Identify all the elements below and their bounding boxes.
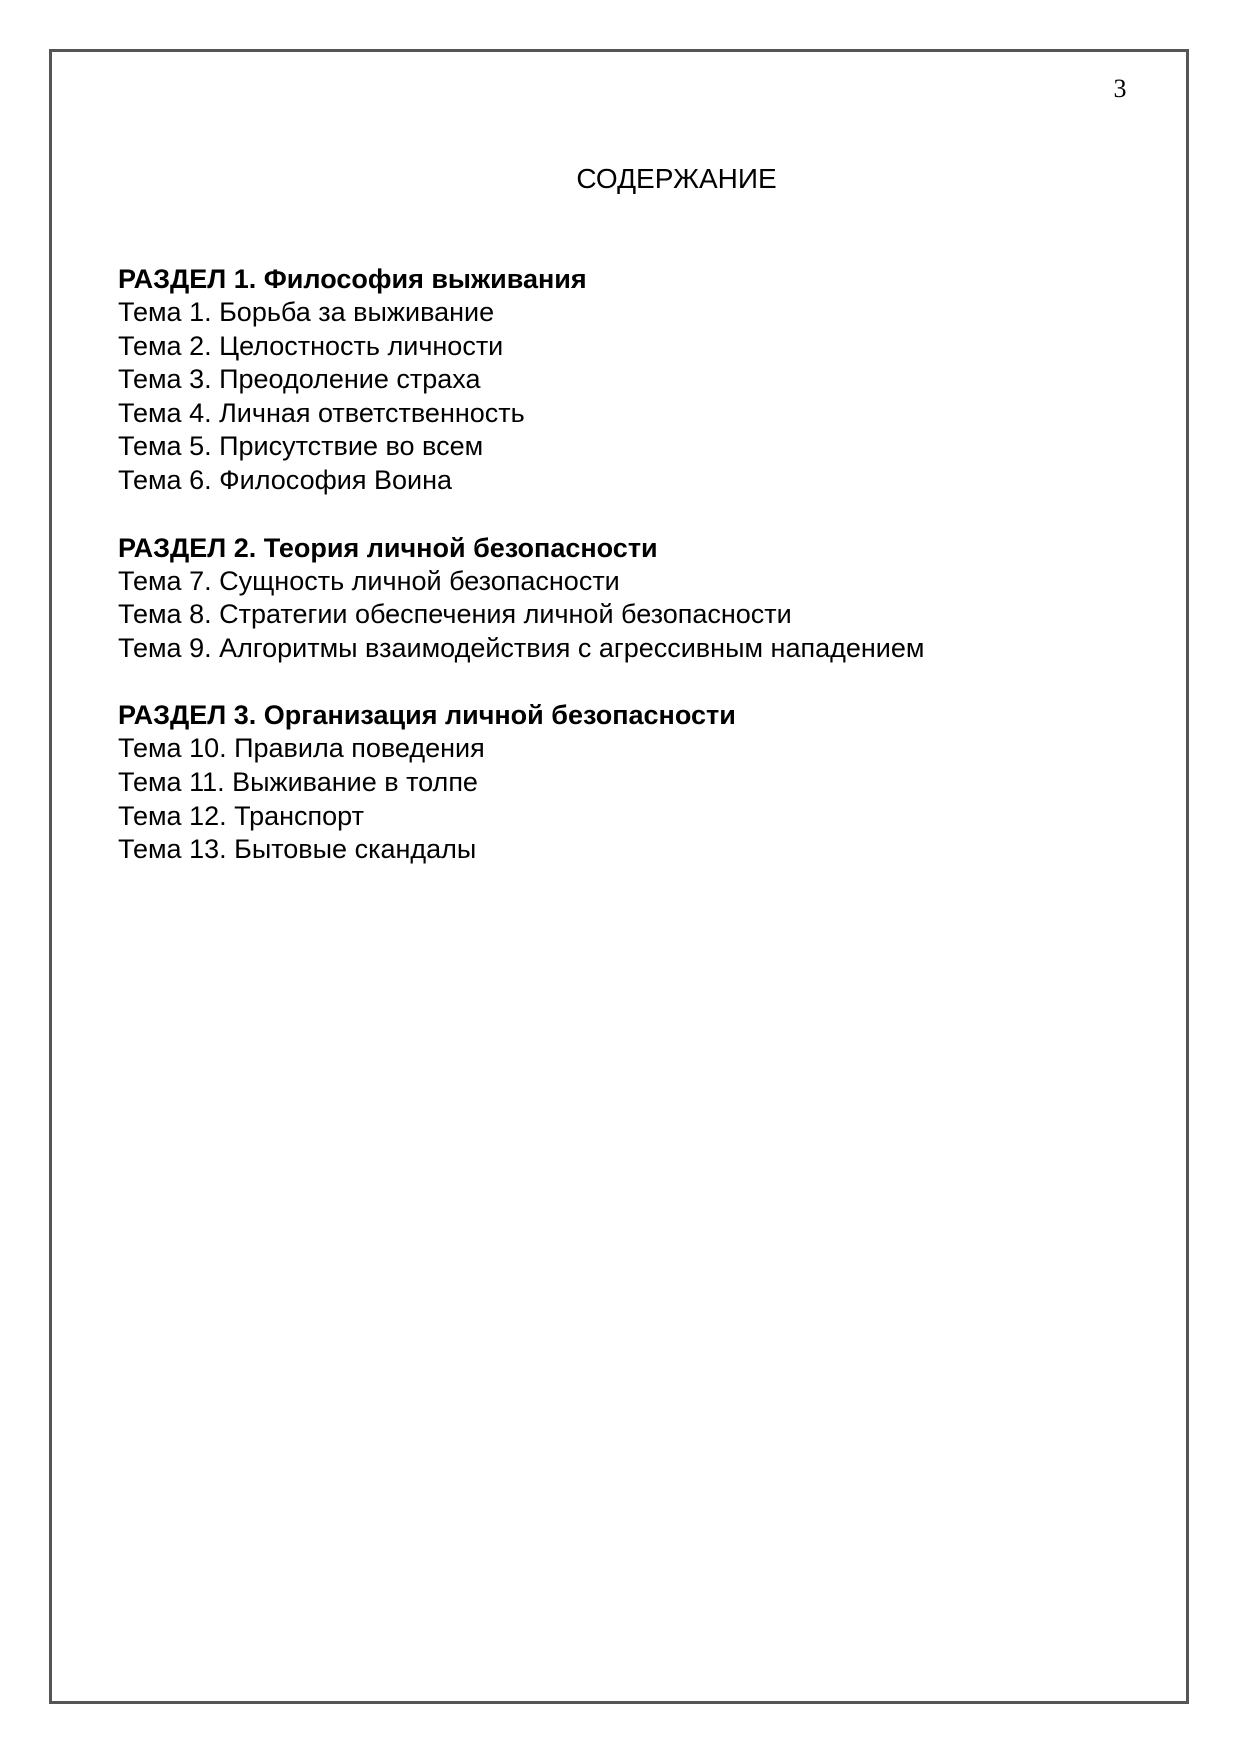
toc-section-3 (118, 698, 1168, 866)
toc-topic: Тема 3. Преодоление страха (118, 364, 481, 395)
toc-topic: Тема 2. Целостность личности (118, 330, 504, 361)
section-title: РАЗДЕЛ 1. Философия выживания (118, 264, 587, 294)
page-title-wrapper (0, 162, 1241, 196)
toc-topic: Тема 7. Сущность личной безопасности (118, 565, 620, 596)
section-title: РАЗДЕЛ 2. Теория личной безопасности (118, 532, 658, 563)
toc-topic: Тема 12. Транспорт (118, 800, 364, 831)
page-title: СОДЕРЖАНИЕ (576, 163, 777, 194)
toc-topic: Тема 6. Философия Воина (118, 464, 453, 495)
toc-section-1 (118, 262, 1168, 498)
toc-topic: Тема 11. Выживание в толпе (118, 766, 478, 797)
section-title: РАЗДЕЛ 3. Организация личной безопасности (118, 700, 736, 731)
toc-topic: Тема 10. Правила поведения (118, 733, 485, 764)
toc-topic: Тема 8. Стратегии обеспечения личной безопасности (118, 599, 792, 630)
page-number: 3 (1113, 74, 1127, 103)
toc-topic: Тема 5. Присутствие во всем (118, 431, 484, 462)
toc-topic: Тема 13. Бытовые скандалы (118, 834, 477, 865)
toc-section-2 (118, 531, 1168, 666)
toc-topic: Тема 1. Борьба за выживание (118, 297, 495, 327)
table-of-contents (118, 262, 1168, 900)
toc-topic: Тема 4. Личная ответственность (118, 397, 525, 428)
toc-topic: Тема 9. Алгоритмы взаимодействия с агрессивным нападением (118, 632, 925, 663)
